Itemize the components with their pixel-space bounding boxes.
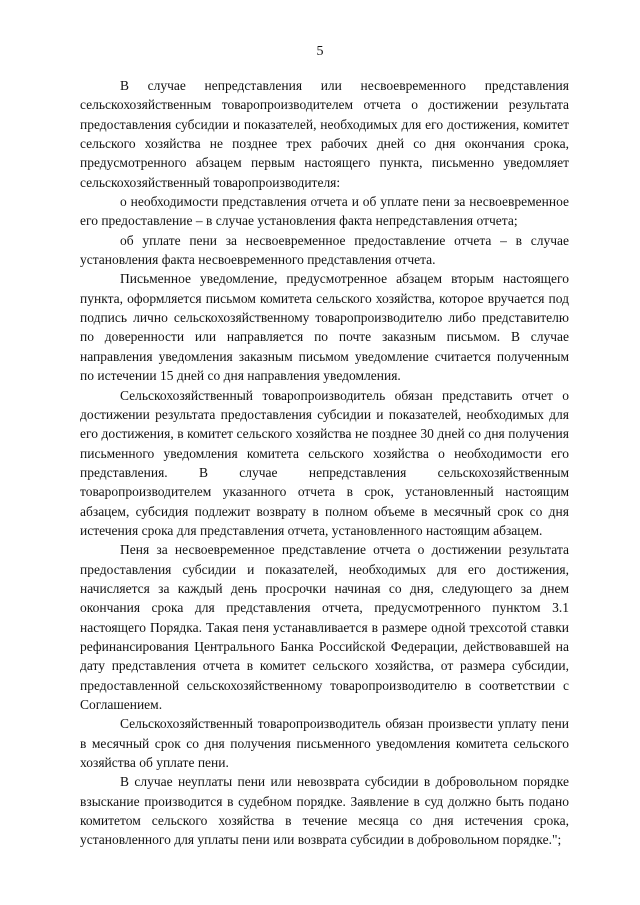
paragraph-written-notice: Письменное уведомление, предусмотренное абзацем вторым настоящего пункта, оформляется письмом комитета сельского хозяйства, которое вручается под подпись лично сельскохозяйственному товаропроизводителю либо представителю по доверенности или направляется по почте заказным письмом. В случае направления уведомления заказным письмом уведомление считается полученным по истечении 15 дней со дня направления уведомления. <box>80 271 569 384</box>
paragraph-notification-obligation: В случае непредставления или несвоевременного представления сельскохозяйственным товаропроизводителем отчета о достижении результата предоставления субсидии и показателей, необходимых для его достижения, комитет сельского хозяйства не позднее трех рабочих дней со дня окончания срока, предусмотренного абзацем первым настоящего пункта, письменно уведомляет сельскохозяйственный товаропроизводителя: <box>80 78 569 190</box>
paragraph-court-recovery: В случае неуплаты пени или невозврата субсидии в добровольном порядке взыскание производится в судебном порядке. Заявление в суд должно быть подано комитетом сельского хозяйства в течение месяца со дня истечения срока, установленного для уплаты пени или возврата субсидии в добровольном порядке."; <box>80 774 569 848</box>
paragraph-penalty-calculation: Пеня за несвоевременное представление отчета о достижении результата предоставления субсидии и показателей, необходимых для его достижения, начисляется за каждый день просрочки начиная со дня, следующего за днем окончания срока для представления отчета, предусмотренного пунктом 3.1 настоящего Порядка. Такая пеня устанавливается в размере одной трехсотой ставки рефинансирования Центрального Банка Российской Федерации, действовавшей на дату представления отчета в комитет сельского хозяйства, от размера субсидии, предоставленной сельскохозяйственному товаропроизводителю в соответствии с Соглашением. <box>80 542 569 712</box>
page-number: 5 <box>316 44 324 59</box>
paragraph-report-deadline: Сельскохозяйственный товаропроизводитель обязан представить отчет о достижении результата предоставления субсидии и показателей, необходимых для его достижения, в комитет сельского хозяйства не позднее 30 дней со дня получения письменного уведомления комитета сельского хозяйства о необходимости его представления. В случае непредставления сельскохозяйственным товаропроизводителем указанного отчета в срок, установленный настоящим абзацем, субсидия подлежит возврату в полном объеме в месячный срок со дня истечения срока для представления отчета, установленного настоящим абзацем. <box>80 387 569 538</box>
document-body <box>80 76 569 850</box>
paragraph-late-submission-case: об уплате пени за несвоевременное предоставление отчета – в случае установления факта несвоевременного представления отчета. <box>80 232 569 268</box>
paragraph-penalty-payment: Сельскохозяйственный товаропроизводитель обязан произвести уплату пени в месячный срок со дня получения письменного уведомления комитета сельского хозяйства об уплате пени. <box>80 716 569 771</box>
paragraph-non-submission-case: о необходимости представления отчета и об уплате пени за несвоевременное его предоставление – в случае установления факта непредставления отчета; <box>80 194 569 229</box>
